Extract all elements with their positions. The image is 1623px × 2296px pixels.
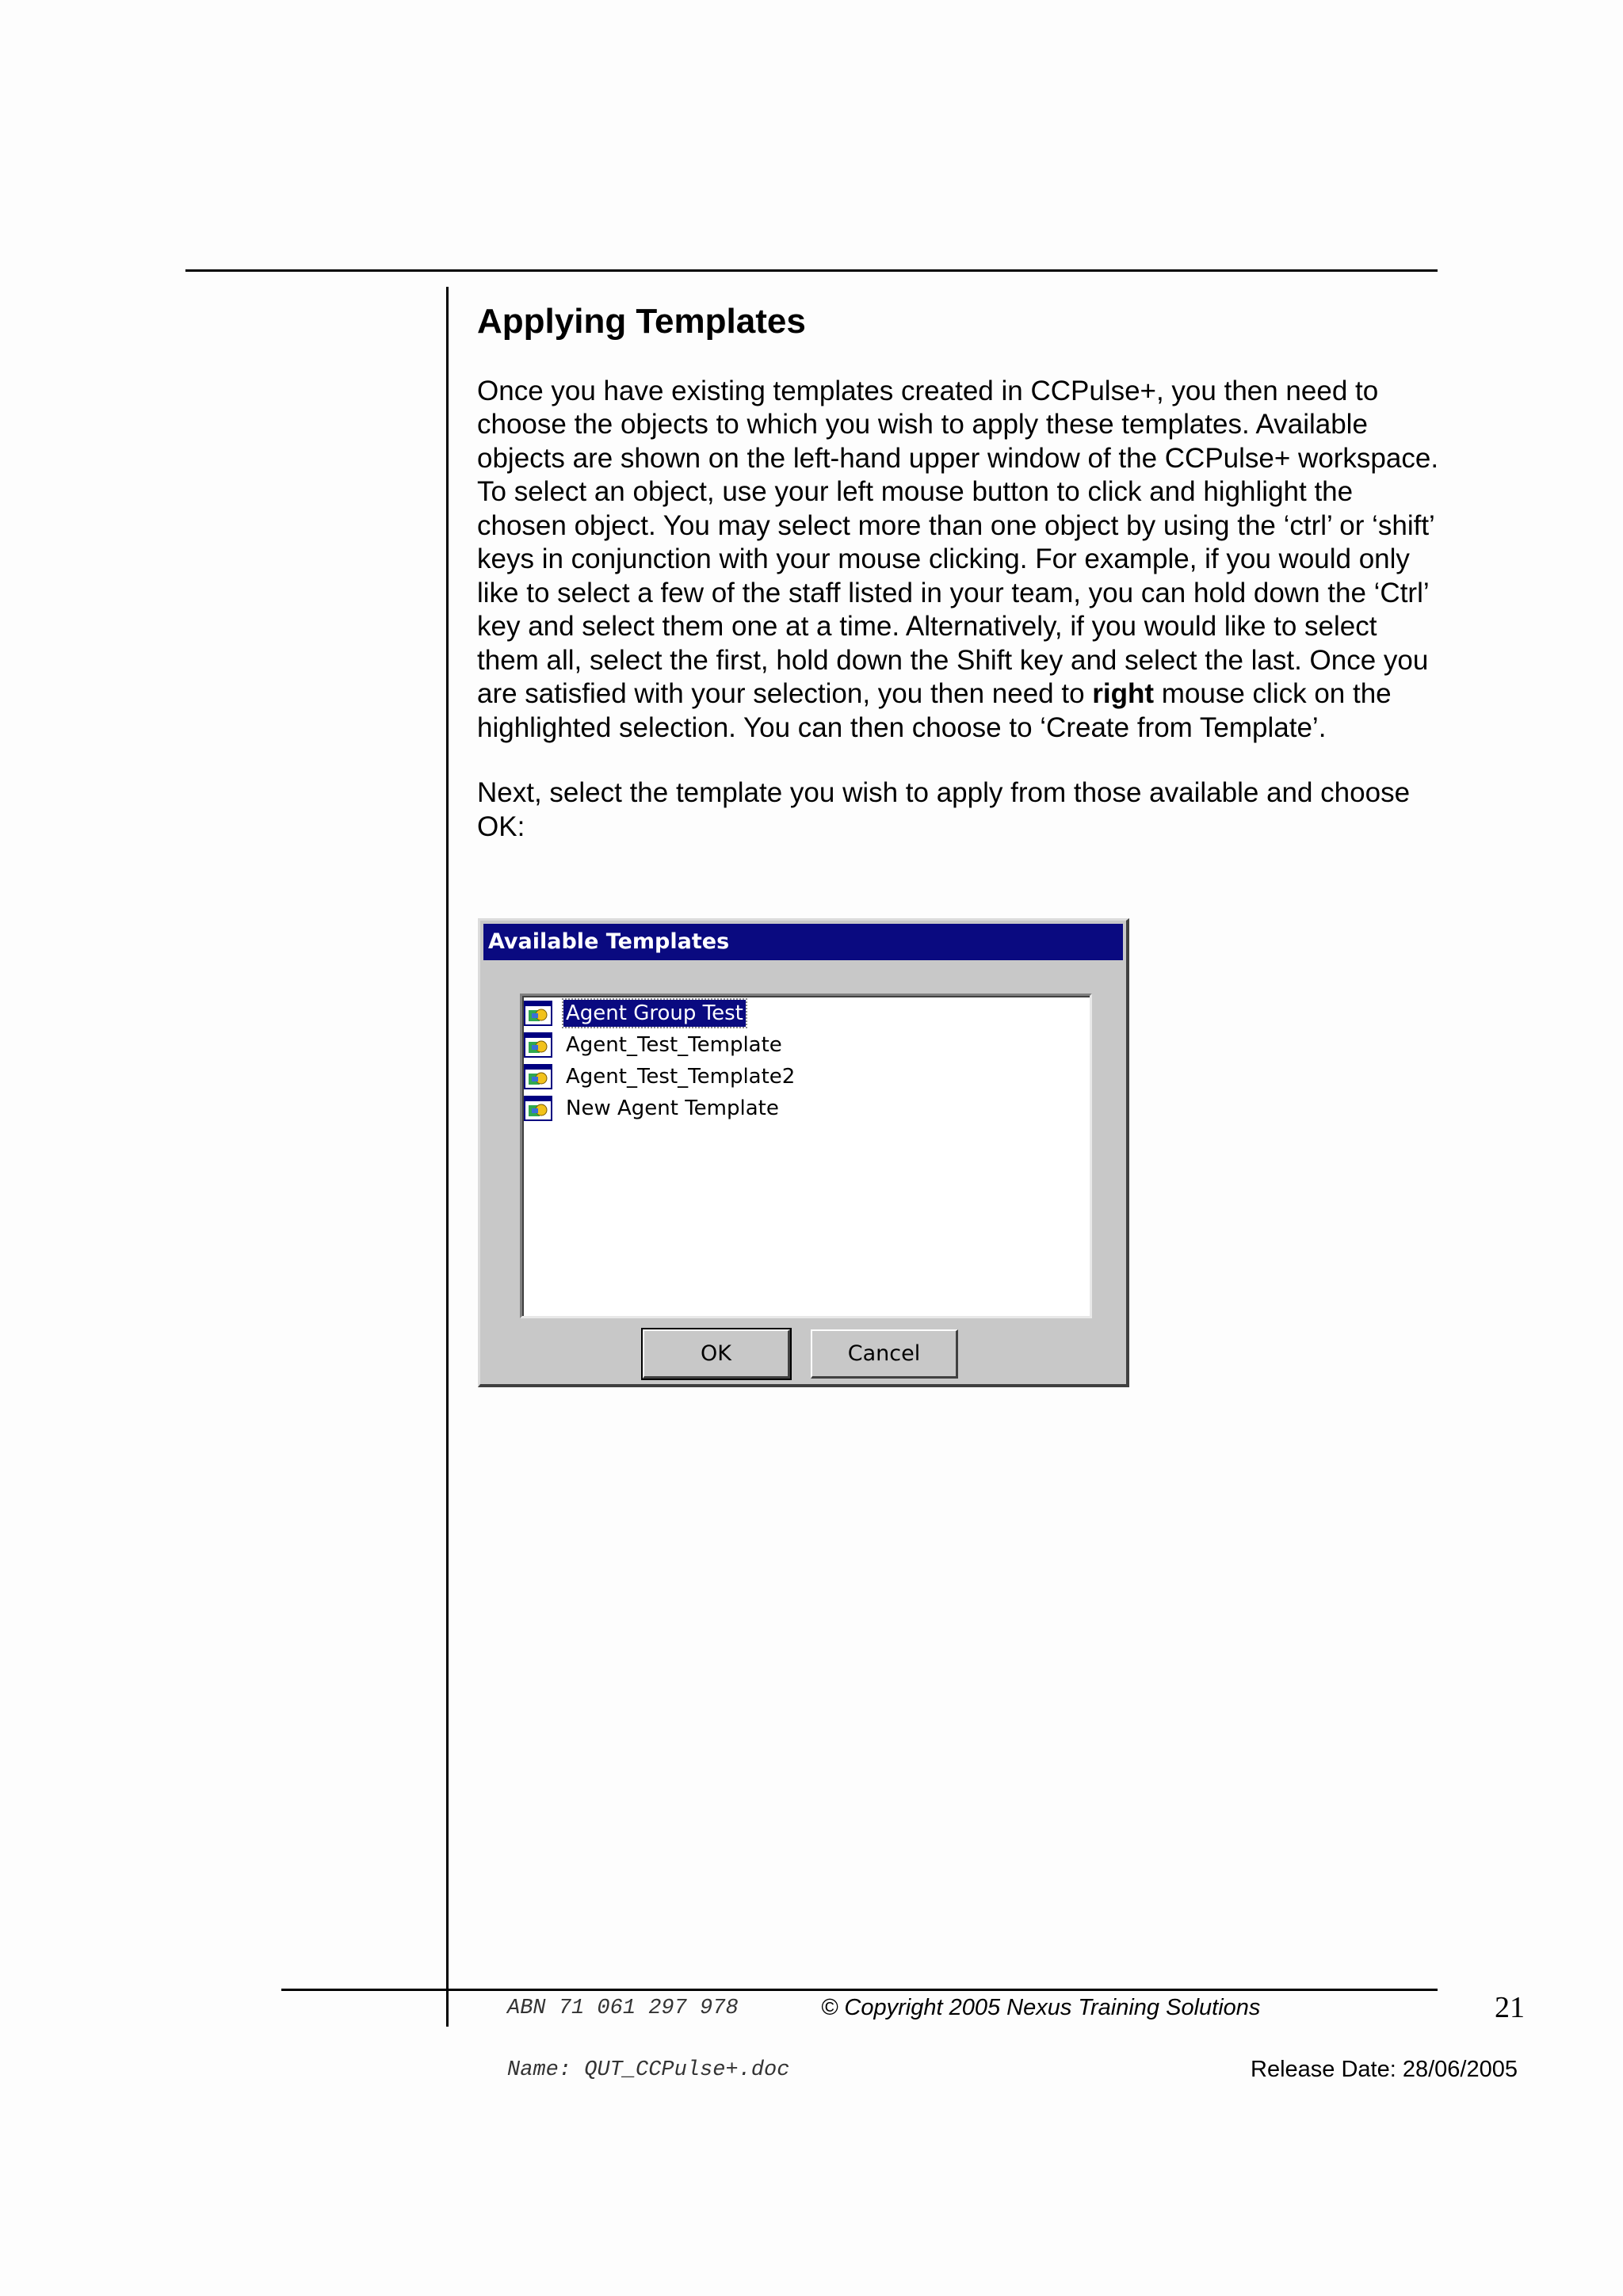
footer-release-date: Release Date: 28/06/2005 xyxy=(1251,2057,1518,2082)
template-label: Agent_Test_Template2 xyxy=(566,1065,796,1089)
template-icon xyxy=(524,1064,552,1089)
template-list-item[interactable] xyxy=(522,997,1090,1029)
template-list-item[interactable] xyxy=(522,1029,1090,1061)
page-content xyxy=(477,301,1440,844)
dialog-titlebar[interactable]: Available Templates xyxy=(483,924,1123,960)
templates-list xyxy=(522,997,1090,1124)
header-rule xyxy=(185,269,1438,272)
paragraph-text-end: mouse click on the highlighted selection. You can then choose to ‘Create from Template’. xyxy=(477,678,1392,743)
footer-copyright: © Copyright 2005 Nexus Training Solutions xyxy=(821,1995,1261,2020)
ok-button[interactable]: OK xyxy=(643,1329,790,1379)
paragraph-instructions xyxy=(477,375,1440,746)
template-list-item[interactable] xyxy=(522,1061,1090,1093)
cancel-button[interactable]: Cancel xyxy=(811,1329,958,1379)
margin-rule xyxy=(446,287,449,2027)
templates-listbox[interactable] xyxy=(520,994,1092,1318)
template-icon xyxy=(524,1001,552,1026)
footer-document-name: Name: QUT_CCPulse+.doc xyxy=(507,2058,790,2082)
paragraph-next-step: Next, select the template you wish to apply from those available and choose OK: xyxy=(477,777,1411,842)
page-number: 21 xyxy=(1495,1991,1525,2024)
available-templates-dialog xyxy=(478,918,1129,1387)
template-icon xyxy=(524,1032,552,1058)
template-label: Agent Group Test xyxy=(563,1000,746,1027)
footer-abn: ABN 71 061 297 978 xyxy=(507,1997,739,2020)
paragraph-text-start: Once you have existing templates created in CCPulse+, you then need to choose the objects to which you wish to apply these templates. Available objects are shown on the left-hand upper window of the CCPulse+ workspace. To select an object, use your left mouse button to click and highlight the chosen object. You may select more than one object by using the ‘ctrl’ or ‘shift’ keys in conjunction with your mouse clicking. For example, if you would only like to select a few of the staff listed in your team, you can hold down the ‘Ctrl’ key and select them one at a time. Alternatively, if you would like to select them all, select the first, hold down the Shift key and select the last. Once you are satisfied with your selection, you then need to xyxy=(477,375,1439,710)
template-icon xyxy=(524,1096,552,1121)
template-list-item[interactable] xyxy=(522,1093,1090,1124)
section-heading: Applying Templates xyxy=(477,302,806,341)
paragraph-bold-word: right xyxy=(1092,678,1155,710)
template-label: Agent_Test_Template xyxy=(566,1033,782,1057)
template-label: New Agent Template xyxy=(566,1097,779,1120)
footer-rule xyxy=(281,1989,1438,1991)
